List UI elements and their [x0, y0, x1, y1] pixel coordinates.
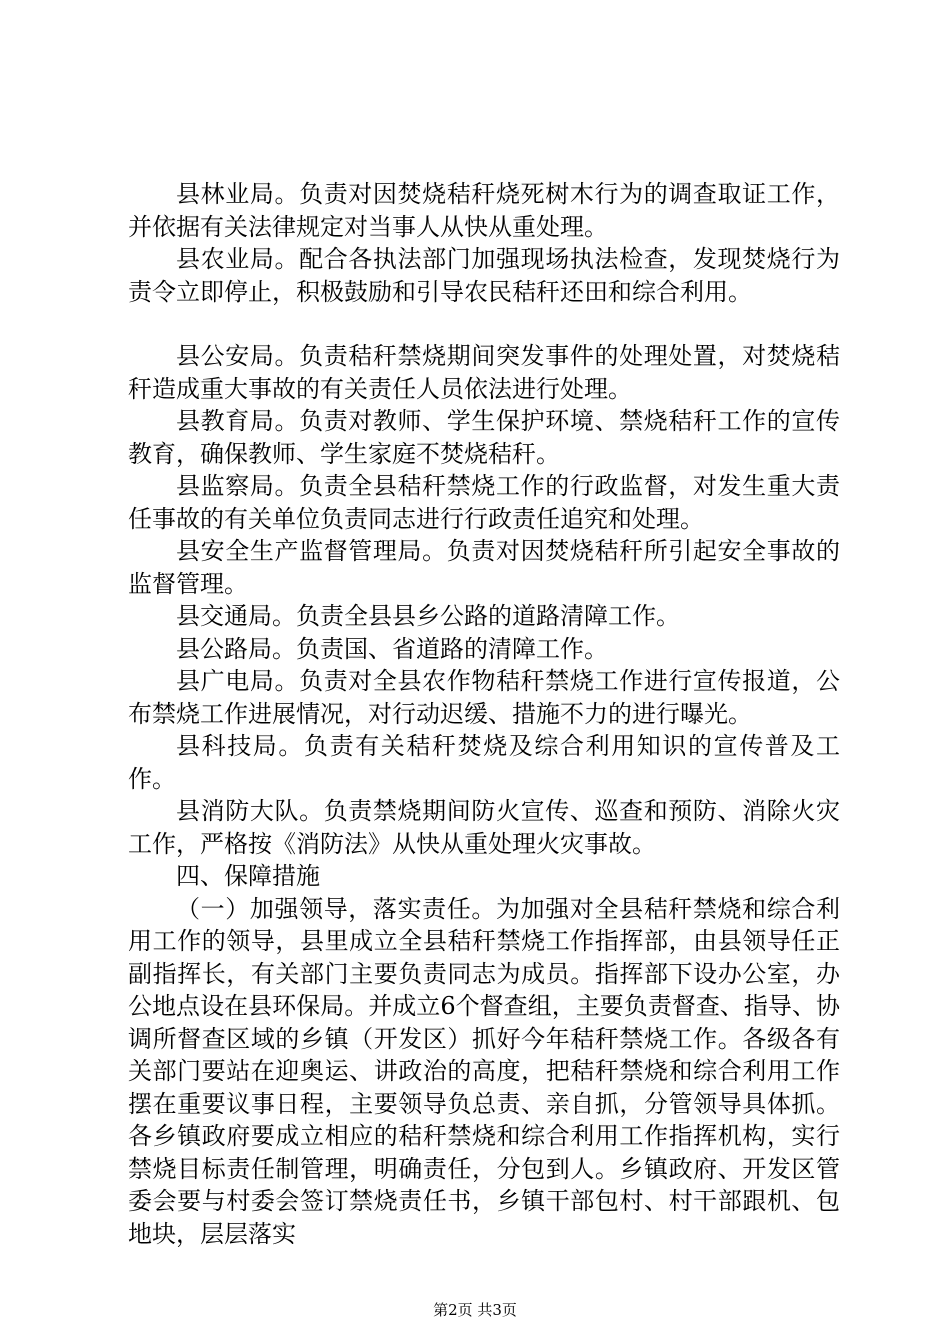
document-body [128, 178, 840, 1250]
paragraph-leadership-responsibility: （一）加强领导，落实责任。为加强对全县秸秆禁烧和综合利用工作的领导，县里成立全县秸秆禁烧工作指挥部，由县领导任正副指挥长，有关部门主要负责同志为成员。指挥部下设办公室，办公地点设在县环保局。并成立6个督查组，主要负责督查、指导、协调所督查区域的乡镇（开发区）抓好今年秸秆禁烧工作。各级各有关部门要站在迎奥运、讲政治的高度，把秸秆禁烧和综合利用工作摆在重要议事日程，主要领导负总责、亲自抓，分管领导具体抓。各乡镇政府要成立相应的秸秆禁烧和综合利用工作指挥机构，实行禁烧目标责任制管理，明确责任，分包到人。乡镇政府、开发区管委会要与村委会签订禁烧责任书，乡镇干部包村、村干部跟机、包地块，层层落实 [128, 894, 840, 1248]
paragraph-spacer [128, 308, 840, 340]
paragraph-broadcast-bureau: 县广电局。负责对全县农作物秸秆禁烧工作进行宣传报道，公布禁烧工作进展情况，对行动迟缓、措施不力的进行曝光。 [128, 667, 840, 728]
page-footer: 第2页 共3页 [433, 1301, 517, 1319]
paragraph-safety-bureau: 县安全生产监督管理局。负责对因焚烧秸秆所引起安全事故的监督管理。 [128, 537, 840, 598]
paragraph-public-security-bureau: 县公安局。负责秸秆禁烧期间突发事件的处理处置，对焚烧秸秆造成重大事故的有关责任人员依法进行处理。 [128, 342, 840, 403]
paragraph-science-bureau: 县科技局。负责有关秸秆焚烧及综合利用知识的宣传普及工作。 [128, 732, 840, 793]
section-heading-safeguards: 四、保障措施 [176, 862, 320, 890]
paragraph-supervision-bureau: 县监察局。负责全县秸秆禁烧工作的行政监督，对发生重大责任事故的有关单位负责同志进行行政责任追究和处理。 [128, 472, 840, 533]
paragraph-highway-bureau: 县公路局。负责国、省道路的清障工作。 [176, 634, 608, 663]
paragraph-forestry-bureau: 县林业局。负责对因焚烧秸秆烧死树木行为的调查取证工作，并依据有关法律规定对当事人从快从重处理。 [128, 180, 840, 241]
paragraph-agriculture-bureau: 县农业局。配合各执法部门加强现场执法检查，发现焚烧行为责令立即停止，积极鼓励和引导农民秸秆还田和综合利用。 [128, 245, 840, 306]
paragraph-fire-brigade: 县消防大队。负责禁烧期间防火宣传、巡查和预防、消除火灾工作，严格按《消防法》从快从重处理火灾事故。 [128, 797, 840, 858]
paragraph-education-bureau: 县教育局。负责对教师、学生保护环境、禁烧秸秆工作的宣传教育，确保教师、学生家庭不焚烧秸秆。 [128, 407, 840, 468]
paragraph-transport-bureau: 县交通局。负责全县县乡公路的道路清障工作。 [176, 602, 680, 630]
